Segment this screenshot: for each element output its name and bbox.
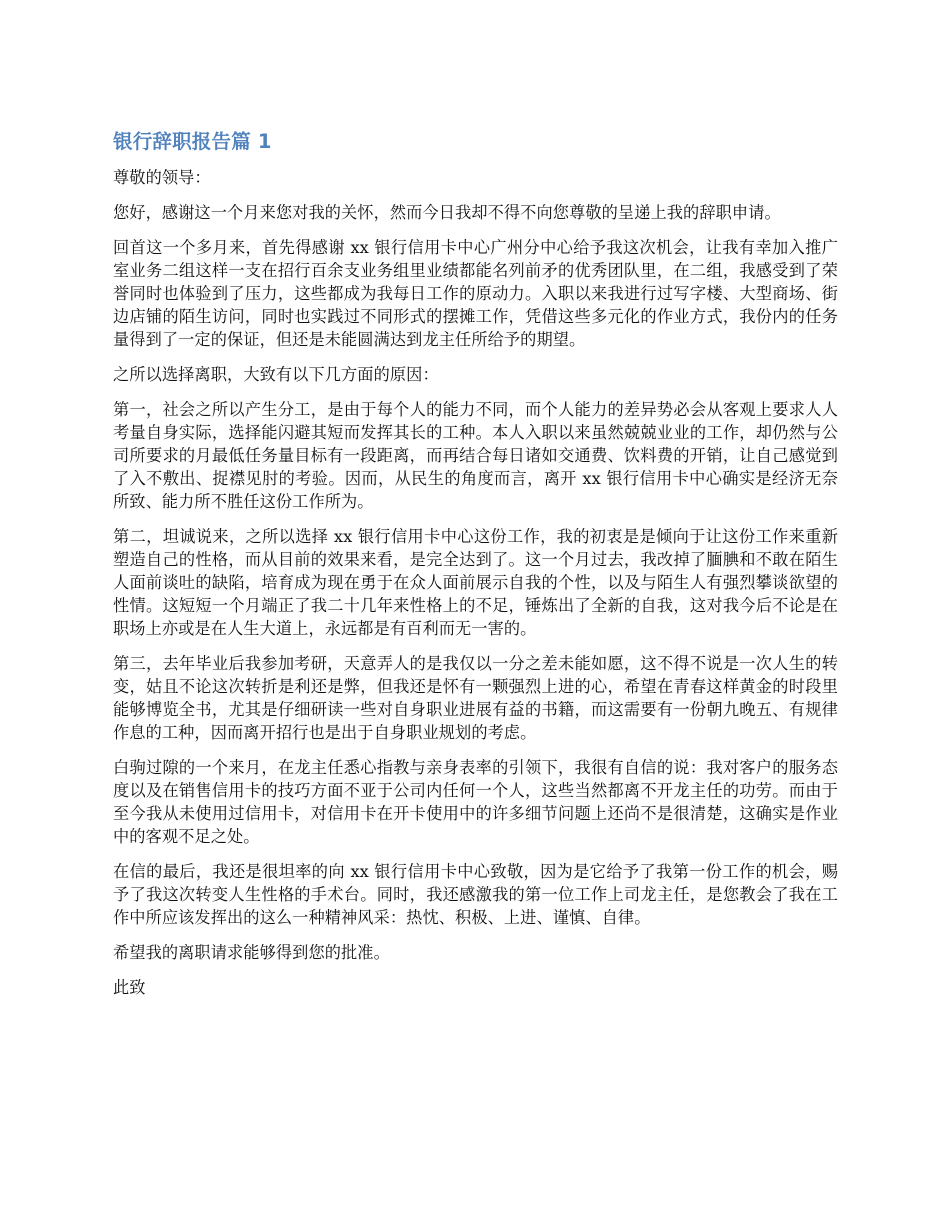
document-title: 银行辞职报告篇 1	[113, 130, 272, 153]
paragraph-reason-three: 第三，去年毕业后我参加考研，天意弄人的是我仅以一分之差未能如愿，这不得不说是一次人生的转变，姑且不论这次转折是利还是弊，但我还是怀有一颗强烈上进的心，希望在青春这样黄金的时段里能够博览全书，尤其是仔细研读一些对自身职业进展有益的书籍，而这需要有一份朝九晚五、有规律作息的工种，因而离开招行也是出于自身职业规划的考虑。	[113, 654, 838, 742]
paragraph-request: 希望我的离职请求能够得到您的批准。	[113, 943, 390, 962]
closing: 此致	[113, 978, 146, 997]
paragraph-reason-two: 第二，坦诚说来，之所以选择 xx 银行信用卡中心这份工作，我的初衷是是倾向于让这份工作来重新塑造自己的性格，而从目前的效果来看，是完全达到了。这一个月过去，我改掉了腼腆和不敢在陌生人面前谈吐的缺陷，培育成为现在勇于在众人面前展示自我的个性，以及与陌生人有强烈攀谈欲望的性情。这短短一个月端正了我二十几年来性格上的不足，锤炼出了全新的自我，这对我今后不论是在职场上亦或是在人生大道上，永远都是有百利而无一害的。	[113, 527, 838, 638]
paragraph-review: 回首这一个多月来，首先得感谢 xx 银行信用卡中心广州分中心给予我这次机会，让我有幸加入推广室业务二组这样一支在招行百余支业务组里业绩都能名列前矛的优秀团队里，在二组，我感受到了荣誉同时也体验到了压力，这些都成为我每日工作的原动力。入职以来我进行过写字楼、大型商场、街边店铺的陌生访问，同时也实践过不同形式的摆摊工作，凭借这些多元化的作业方式，我份内的任务量得到了一定的保证，但还是未能圆满达到龙主任所给予的期望。	[113, 238, 838, 349]
document-page	[113, 128, 838, 1011]
paragraph-gratitude: 在信的最后，我还是很坦率的向 xx 银行信用卡中心致敬，因为是它给予了我第一份工作的机会，赐予了我这次转变人生性格的手术台。同时，我还感激我的第一位工作上司龙主任，是您教会了我在工作中所应该发挥出的这么一种精神风采：热忱、积极、上进、谨慎、自律。	[113, 862, 838, 927]
paragraph-reasons-intro: 之所以选择离职，大致有以下几方面的原因：	[113, 365, 439, 384]
paragraph-greeting: 您好，感谢这一个月来您对我的关怀，然而今日我却不得不向您尊敬的呈递上我的辞职申请。	[113, 203, 781, 222]
salutation: 尊敬的领导：	[113, 168, 211, 187]
paragraph-confidence: 白驹过隙的一个来月，在龙主任悉心指教与亲身表率的引领下，我很有自信的说：我对客户的服务态度以及在销售信用卡的技巧方面不亚于公司内任何一个人，这些当然都离不开龙主任的功劳。而由于至今我从未使用过信用卡，对信用卡在开卡使用中的许多细节问题上还尚不是很清楚，这确实是作业中的客观不足之处。	[113, 758, 838, 846]
paragraph-reason-one: 第一，社会之所以产生分工，是由于每个人的能力不同，而个人能力的差异势必会从客观上要求人人考量自身实际，选择能闪避其短而发挥其长的工种。本人入职以来虽然兢兢业业的工作，却仍然与公司所要求的月最低任务量目标有一段距离，而再结合每日诸如交通费、饮料费的开销，让自己感觉到了入不敷出、捉襟见肘的考验。因而，从民生的角度而言，离开 xx 银行信用卡中心确实是经济无奈所致、能力所不胜任这份工作所为。	[113, 400, 838, 511]
